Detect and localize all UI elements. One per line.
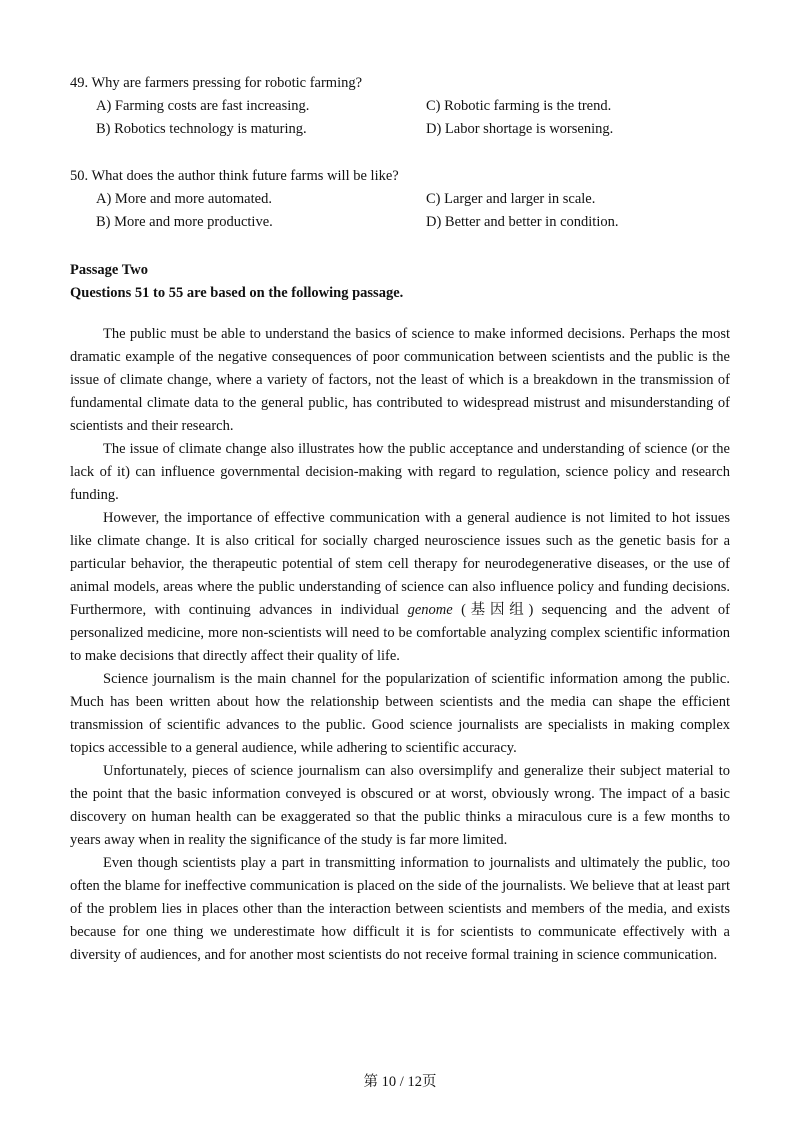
option-b: B) More and more productive. <box>96 214 273 230</box>
genome-term: genome <box>407 602 453 618</box>
paragraph-text: However, the importance of effective communication with a general audience is not limited to hot issues like climate change. It is also critical for socially charged neuroscience issues such as the genetic basis for a particular behavior, the therapeutic potential of stem cell therapy for neurodegenerative diseases, or the use of animal models, areas where the public understanding of science can also influence policy and funding decisions. Furthermore, with continuing advances in individual <box>70 510 730 618</box>
option-b: B) Robotics technology is maturing. <box>96 121 307 137</box>
option-d: D) Better and better in condition. <box>426 214 619 230</box>
answer-options <box>70 95 730 141</box>
paragraph: The issue of climate change also illustrates how the public acceptance and understanding of science (or the lack of it) can influence governmental decision-making with regard to regulation, science policy and research funding. <box>70 441 730 503</box>
paragraph-text: (基因组) sequencing and the advent of personalized medicine, more non-scientists will need to be comfortable analyzing complex scientific information to make decisions that directly affect their quality of life. <box>70 602 730 664</box>
paragraph: The public must be able to understand the basics of science to make informed decisions. Perhaps the most dramatic example of the negative consequences of poor communication between scientists and the public is the issue of climate change, where a variety of factors, not the least of which is a breakdown in the transmission of fundamental climate data to the general public, has contributed to widespread mistrust and misunderstanding of scientists and their research. <box>70 326 730 434</box>
option-a: A) Farming costs are fast increasing. <box>96 98 310 114</box>
question-50 <box>70 165 730 234</box>
question-stem: 50. What does the author think future farms will be like? <box>70 168 399 184</box>
option-c: C) Larger and larger in scale. <box>426 191 596 207</box>
passage-header <box>70 259 730 305</box>
passage-instruction: Questions 51 to 55 are based on the following passage. <box>70 285 404 301</box>
passage-title: Passage Two <box>70 262 149 278</box>
question-49 <box>70 72 730 141</box>
page-number: 第 10 / 12页 <box>363 1074 437 1090</box>
question-stem: 49. Why are farmers pressing for robotic farming? <box>70 75 363 91</box>
paragraph <box>70 507 730 668</box>
option-c: C) Robotic farming is the trend. <box>426 98 612 114</box>
exam-page <box>70 72 730 967</box>
answer-options <box>70 188 730 234</box>
page-footer <box>0 1072 800 1092</box>
passage-body <box>70 323 730 967</box>
option-d: D) Labor shortage is worsening. <box>426 121 614 137</box>
option-a: A) More and more automated. <box>96 191 272 207</box>
paragraph: Unfortunately, pieces of science journalism can also oversimplify and generalize their subject material to the point that the basic information conveyed is obscured or at worst, obviously wrong. The impact of a basic discovery on human health can be exaggerated so that the public thinks a miraculous cure is a few months to years away when in reality the significance of the study is far more limited. <box>70 763 730 848</box>
paragraph: Even though scientists play a part in transmitting information to journalists and ultimately the public, too often the blame for ineffective communication is placed on the side of the journalists. We believe that at least part of the problem lies in places other than the interaction between scientists and members of the media, and exists because for one thing we underestimate how difficult it is for scientists to communicate effectively with a diversity of audiences, and for another most scientists do not receive formal training in science communication. <box>70 855 730 963</box>
paragraph: Science journalism is the main channel for the popularization of scientific information among the public. Much has been written about how the relationship between scientists and the media can shape the efficient transmission of scientific advances to the public. Good science journalists are specialists in making complex topics accessible to a general audience, while adhering to scientific accuracy. <box>70 671 730 756</box>
